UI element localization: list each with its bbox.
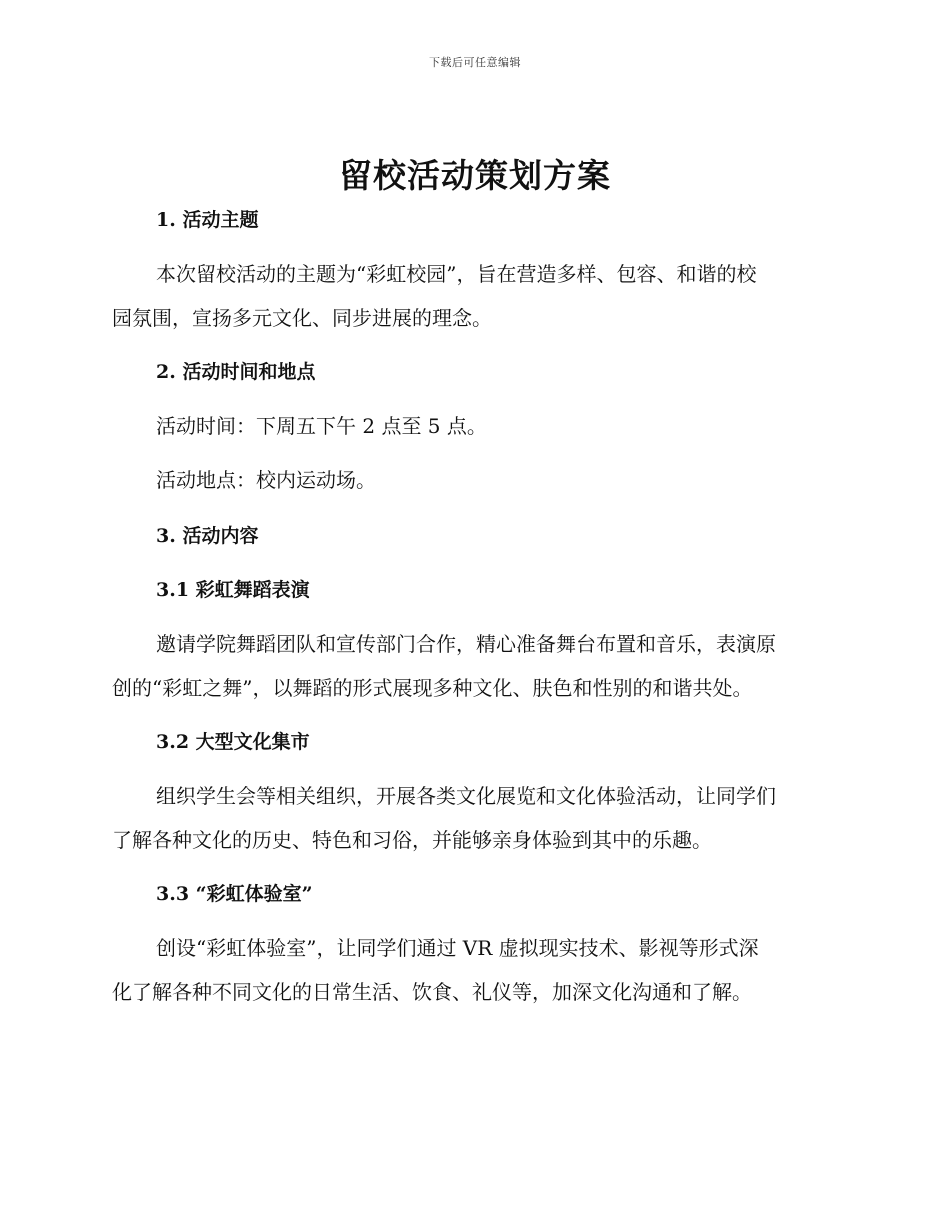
paragraph-experience-room-line-2: 化了解各种不同文化的日常生活、饮食、礼仪等，加深文化沟通和了解。: [112, 980, 752, 1004]
section-heading-theme: 1. 活动主题: [156, 209, 259, 231]
paragraph-dance-line-2: 创的“彩虹之舞”，以舞蹈的形式展现多种文化、肤色和性别的和谐共处。: [112, 676, 753, 700]
paragraph-experience-room-line-1: 创设“彩虹体验室”，让同学们通过 VR 虚拟现实技术、影视等形式深: [156, 936, 759, 960]
paragraph-theme-line-1: 本次留校活动的主题为“彩虹校园”，旨在营造多样、包容、和谐的校: [156, 262, 757, 286]
paragraph-dance-line-1: 邀请学院舞蹈团队和宣传部门合作，精心准备舞台布置和音乐，表演原: [156, 632, 776, 656]
section-heading-content: 3. 活动内容: [156, 525, 259, 547]
activity-time: 活动时间：下周五下午 2 点至 5 点。: [156, 414, 487, 438]
subsection-heading-experience-room: 3.3 “彩虹体验室”: [156, 883, 313, 905]
activity-place: 活动地点：校内运动场。: [156, 468, 376, 492]
subsection-heading-dance: 3.1 彩虹舞蹈表演: [156, 579, 310, 601]
page-header-note: 下载后可任意编辑: [429, 56, 521, 69]
document-title: 留校活动策划方案: [339, 156, 611, 195]
paragraph-theme-line-2: 园氛围，宣扬多元文化、同步进展的理念。: [112, 306, 492, 330]
section-heading-time-place: 2. 活动时间和地点: [156, 361, 316, 383]
subsection-heading-culture-market: 3.2 大型文化集市: [156, 731, 310, 753]
paragraph-culture-market-line-2: 了解各种文化的历史、特色和习俗，并能够亲身体验到其中的乐趣。: [112, 828, 712, 852]
paragraph-culture-market-line-1: 组织学生会等相关组织，开展各类文化展览和文化体验活动，让同学们: [156, 784, 776, 808]
